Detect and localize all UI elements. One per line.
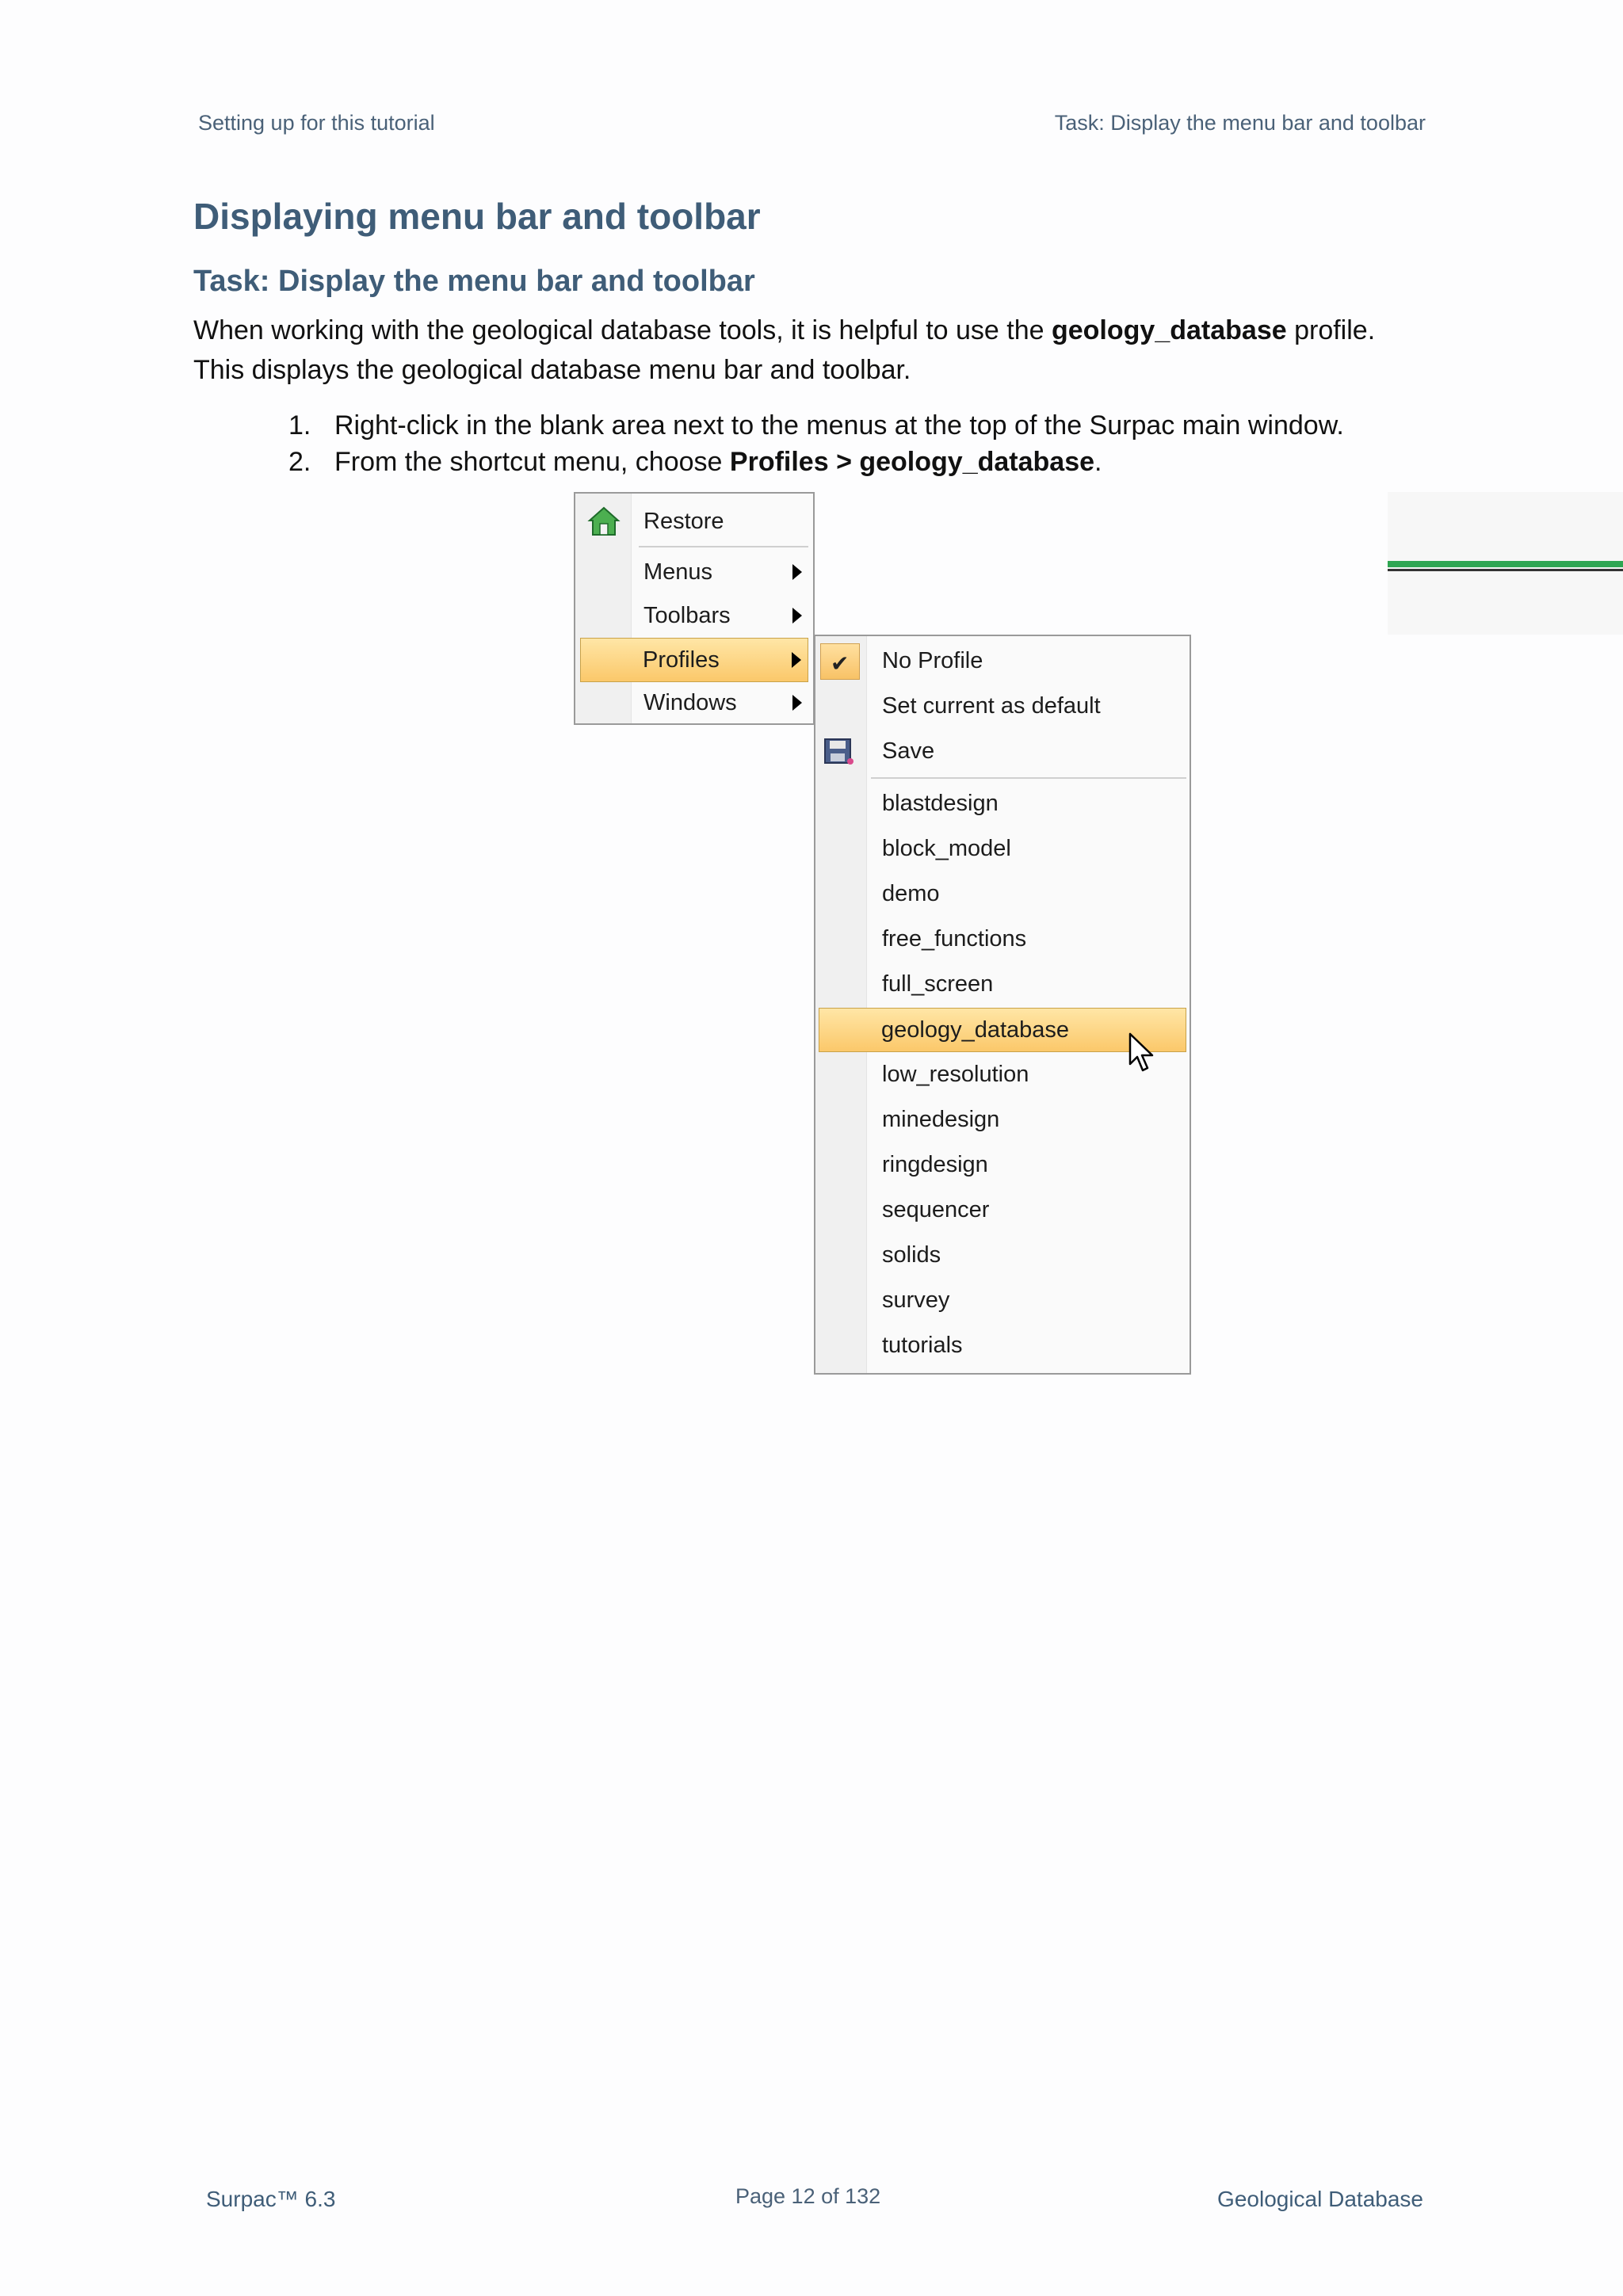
- menu-item-label: sequencer: [882, 1197, 990, 1222]
- menu-item-label: survey: [882, 1287, 950, 1313]
- context-menu: [574, 492, 815, 725]
- task-title: Task: Display the menu bar and toolbar: [193, 265, 755, 298]
- step-text: Right-click in the blank area next to the menus at the top of the Surpac main window.: [334, 410, 1344, 441]
- menu-item-label: block_model: [882, 836, 1011, 861]
- step-number: 1.: [288, 410, 311, 441]
- menu-item-label: free_functions: [882, 926, 1027, 952]
- menu-item-profile[interactable]: [815, 1098, 1190, 1141]
- menu-item-set-default[interactable]: [815, 685, 1190, 727]
- menu-item-profile[interactable]: [815, 963, 1190, 1005]
- submenu-arrow-icon: [792, 608, 802, 624]
- running-header-left: Setting up for this tutorial: [198, 111, 435, 135]
- submenu-arrow-icon: [792, 695, 802, 711]
- menu-item-label: Profiles: [643, 647, 720, 673]
- menu-item-toolbars[interactable]: [575, 594, 813, 637]
- menu-item-label: Toolbars: [643, 603, 731, 628]
- intro-line-2: This displays the geological database menu bar and toolbar.: [193, 355, 911, 385]
- menu-item-label: No Profile: [882, 648, 983, 673]
- menu-item-no-profile[interactable]: [815, 639, 1190, 682]
- menu-item-profile[interactable]: [815, 1324, 1190, 1367]
- step-1: [288, 410, 1344, 441]
- menu-item-label: solids: [882, 1242, 941, 1268]
- menu-item-label: Set current as default: [882, 693, 1101, 719]
- footer-document-title: Geological Database: [1217, 2187, 1423, 2211]
- section-title: Displaying menu bar and toolbar: [193, 196, 761, 237]
- menu-item-label: geology_database: [881, 1017, 1070, 1043]
- intro-paragraph: [193, 311, 1461, 390]
- menu-item-profile[interactable]: [815, 1053, 1190, 1096]
- menu-separator: [639, 546, 808, 547]
- menu-item-label: minedesign: [882, 1107, 1000, 1132]
- menu-item-label: demo: [882, 881, 940, 906]
- menu-item-label: blastdesign: [882, 791, 999, 816]
- menu-item-profile[interactable]: [815, 1234, 1190, 1276]
- step-2: [288, 447, 1102, 478]
- menu-screenshot: [574, 492, 1192, 1379]
- footer-product: Surpac™ 6.3: [206, 2187, 336, 2211]
- home-icon: [586, 505, 621, 540]
- intro-line-1: [193, 311, 1461, 350]
- menu-item-profile[interactable]: [815, 1279, 1190, 1322]
- menu-item-profiles[interactable]: [580, 638, 808, 682]
- intro-text-end: profile.: [1286, 315, 1376, 345]
- menu-item-label: Menus: [643, 559, 713, 585]
- menu-item-save[interactable]: [815, 730, 1190, 772]
- menu-item-restore[interactable]: [575, 500, 813, 543]
- menu-item-label: Save: [882, 738, 935, 764]
- menu-item-label: Restore: [643, 509, 724, 534]
- menu-item-profile[interactable]: [815, 827, 1190, 870]
- menu-item-label: ringdesign: [882, 1152, 988, 1177]
- menu-item-profile[interactable]: [815, 872, 1190, 915]
- save-icon: [823, 738, 855, 766]
- menu-item-label: full_screen: [882, 971, 994, 997]
- toolbar-green-line: [1388, 561, 1623, 567]
- step-number: 2.: [288, 447, 311, 477]
- menu-item-menus[interactable]: [575, 551, 813, 593]
- menu-item-label: low_resolution: [882, 1062, 1029, 1087]
- step-text-end: .: [1094, 447, 1102, 477]
- submenu-arrow-icon: [792, 564, 802, 580]
- step-bold: Profiles > geology_database: [729, 447, 1095, 477]
- menu-item-label: Windows: [643, 690, 737, 715]
- menu-item-label: tutorials: [882, 1333, 963, 1358]
- intro-text: When working with the geological database tools, it is helpful to use the: [193, 315, 1052, 345]
- checkmark-icon: ✔: [820, 643, 860, 680]
- menu-item-profile[interactable]: [815, 1143, 1190, 1186]
- menu-separator: [871, 777, 1186, 779]
- step-text: From the shortcut menu, choose: [334, 447, 730, 477]
- footer-page-number: Page 12 of 132: [735, 2184, 881, 2208]
- menu-item-profile[interactable]: [815, 782, 1190, 825]
- running-header-right: Task: Display the menu bar and toolbar: [1054, 111, 1426, 135]
- menu-item-profile[interactable]: [815, 1188, 1190, 1231]
- menu-item-windows[interactable]: [575, 681, 813, 724]
- submenu-arrow-icon: [792, 652, 801, 668]
- menu-item-geology-database[interactable]: [819, 1008, 1186, 1052]
- toolbar-dark-line: [1388, 569, 1623, 571]
- profiles-submenu: [814, 635, 1191, 1375]
- menu-item-profile[interactable]: [815, 917, 1190, 960]
- intro-bold-profile: geology_database: [1051, 315, 1287, 345]
